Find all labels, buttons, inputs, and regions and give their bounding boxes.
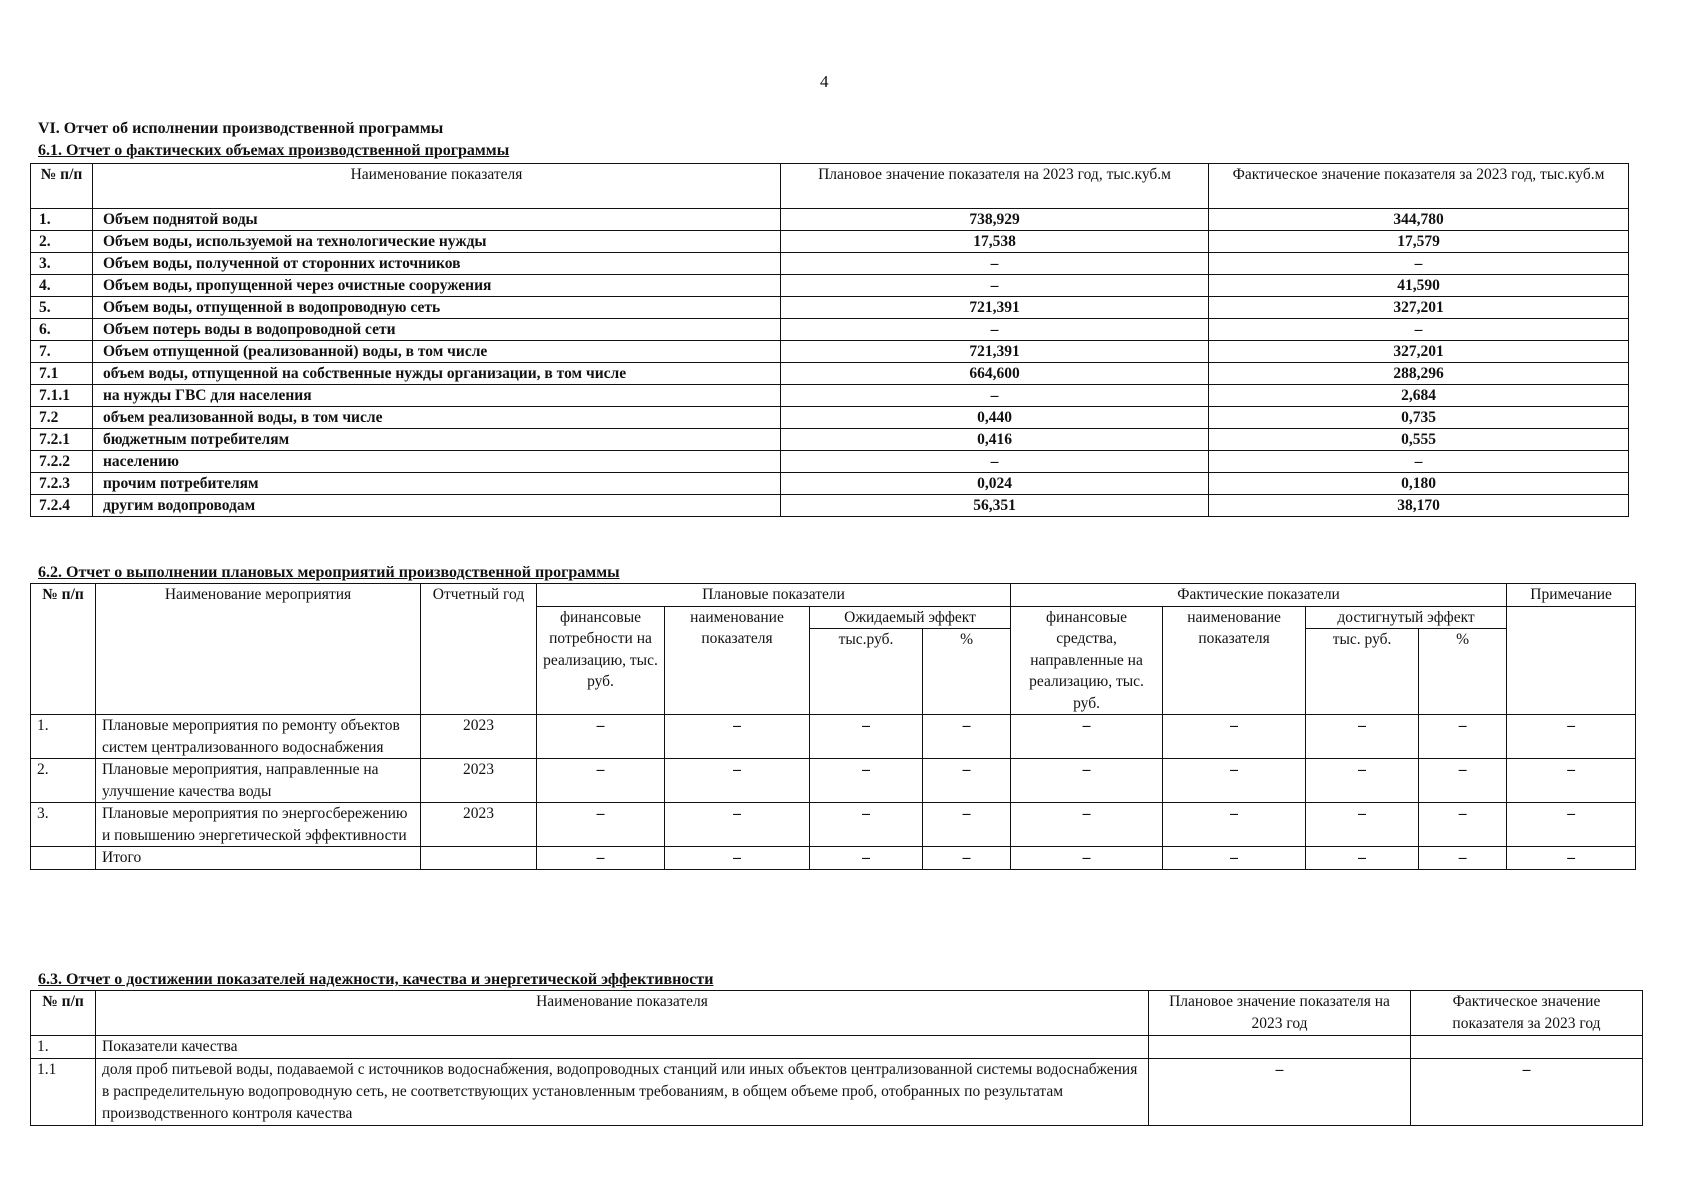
row-num: 4. (31, 275, 93, 297)
table-row (31, 231, 1629, 253)
header-plan: Плановое значение показателя на 2023 год, тыс.куб.м (781, 164, 1209, 209)
total-value: – (537, 847, 665, 870)
row-num: 6. (31, 319, 93, 341)
table-row (31, 1036, 1643, 1059)
header-act-ind: наименование показателя (1163, 606, 1306, 715)
row-value: – (665, 803, 810, 847)
row-name: Объем воды, пропущенной через очистные сооружения (93, 275, 781, 297)
table-6-2-title: 6.2. Отчет о выполнении плановых мероприятий производственной программы (38, 564, 620, 581)
row-value: – (923, 759, 1011, 803)
header-year: Отчетный год (421, 584, 537, 715)
row-name: доля проб питьевой воды, подаваемой с источников водоснабжения, водопроводных станций или иных объектов централизованной системы водоснабжения в распределительную водопроводную сеть, не соответствующих установленным требованиям, в общем объеме проб, отобранных по результатам производственного контроля качества (96, 1059, 1149, 1126)
row-num: 7.2.1 (31, 429, 93, 451)
header-act-eff-rub: тыс. руб. (1306, 629, 1419, 715)
header-name: Наименование показателя (93, 164, 781, 209)
table-row (31, 253, 1629, 275)
row-num: 1.1 (31, 1059, 96, 1126)
row-fact: 0,735 (1209, 407, 1629, 429)
row-value: – (923, 803, 1011, 847)
row-plan: – (781, 319, 1209, 341)
row-plan: 0,440 (781, 407, 1209, 429)
table-header-row (31, 584, 1636, 607)
header-planned: Плановые показатели (537, 584, 1011, 607)
table-row (31, 451, 1629, 473)
row-fact: 38,170 (1209, 495, 1629, 517)
row-name: объем реализованной воды, в том числе (93, 407, 781, 429)
row-plan: 664,600 (781, 363, 1209, 385)
total-year-empty (421, 847, 537, 870)
row-value: – (810, 803, 923, 847)
row-name: Объем воды, используемой на технологические нужды (93, 231, 781, 253)
row-value: – (1306, 715, 1419, 759)
header-act-eff: достигнутый эффект (1306, 606, 1507, 629)
row-value: – (1507, 803, 1636, 847)
row-name: Плановые мероприятия по энергосбережению и повышению энергетической эффективности (96, 803, 421, 847)
total-value: – (923, 847, 1011, 870)
total-label: Итого (96, 847, 421, 870)
row-fact: 327,201 (1209, 297, 1629, 319)
header-num: № п/п (31, 164, 93, 209)
header-name: Наименование мероприятия (96, 584, 421, 715)
table-header-row (31, 164, 1629, 209)
row-num: 7.2.2 (31, 451, 93, 473)
row-name: Плановые мероприятия по ремонту объектов систем централизованного водоснабжения (96, 715, 421, 759)
row-plan: – (781, 451, 1209, 473)
row-fact: 2,684 (1209, 385, 1629, 407)
row-num: 7.2.3 (31, 473, 93, 495)
row-fact: 0,555 (1209, 429, 1629, 451)
row-value: – (537, 715, 665, 759)
row-fact: – (1411, 1059, 1643, 1126)
row-fact: 288,296 (1209, 363, 1629, 385)
row-num: 3. (31, 803, 96, 847)
row-name: Показатели качества (96, 1036, 1149, 1059)
row-num: 3. (31, 253, 93, 275)
row-value: – (1419, 759, 1507, 803)
row-name: бюджетным потребителям (93, 429, 781, 451)
total-num-empty (31, 847, 96, 870)
total-value: – (665, 847, 810, 870)
row-value: – (1507, 759, 1636, 803)
row-name: Объем воды, полученной от сторонних источников (93, 253, 781, 275)
row-fact: 327,201 (1209, 341, 1629, 363)
table-header-row (31, 991, 1643, 1036)
row-value: – (1306, 803, 1419, 847)
row-value: – (665, 715, 810, 759)
table-row (31, 341, 1629, 363)
row-plan: 0,416 (781, 429, 1209, 451)
row-value: – (1011, 803, 1163, 847)
table-row (31, 319, 1629, 341)
row-value: – (665, 759, 810, 803)
row-plan (1149, 1036, 1411, 1059)
row-value: – (923, 715, 1011, 759)
row-fact: 17,579 (1209, 231, 1629, 253)
row-plan: – (1149, 1059, 1411, 1126)
row-num: 2. (31, 759, 96, 803)
row-name: населению (93, 451, 781, 473)
row-num: 7. (31, 341, 93, 363)
row-value: – (1163, 759, 1306, 803)
header-num: № п/п (31, 584, 96, 715)
table-row (31, 297, 1629, 319)
header-plan-eff-pct: % (923, 629, 1011, 715)
table-row (31, 209, 1629, 231)
indicators-table (30, 990, 1643, 1126)
row-fact: – (1209, 253, 1629, 275)
row-value: – (537, 759, 665, 803)
row-plan: 721,391 (781, 341, 1209, 363)
row-plan: – (781, 253, 1209, 275)
header-act-eff-pct: % (1419, 629, 1507, 715)
total-value: – (1306, 847, 1419, 870)
header-actual: Фактические показатели (1011, 584, 1507, 607)
row-num: 7.1 (31, 363, 93, 385)
header-plan-fin: финансовые потребности на реализацию, тыс. руб. (537, 606, 665, 715)
header-fact: Фактическое значение показателя за 2023 год, тыс.куб.м (1209, 164, 1629, 209)
total-value: – (1419, 847, 1507, 870)
row-plan: 721,391 (781, 297, 1209, 319)
row-value: – (810, 715, 923, 759)
table-row (31, 429, 1629, 451)
table-row (31, 715, 1636, 759)
row-name: Плановые мероприятия, направленные на улучшение качества воды (96, 759, 421, 803)
table-row (31, 363, 1629, 385)
row-plan: 56,351 (781, 495, 1209, 517)
table-row (31, 275, 1629, 297)
row-fact: – (1209, 319, 1629, 341)
row-name: другим водопроводам (93, 495, 781, 517)
row-value: – (810, 759, 923, 803)
row-value: – (1306, 759, 1419, 803)
header-name: Наименование показателя (96, 991, 1149, 1036)
total-value: – (1507, 847, 1636, 870)
row-name: Объем отпущенной (реализованной) воды, в том числе (93, 341, 781, 363)
row-name: Объем воды, отпущенной в водопроводную сеть (93, 297, 781, 319)
planned-measures-table (30, 583, 1636, 870)
table-row (31, 385, 1629, 407)
table-row (31, 803, 1636, 847)
table-row (31, 1059, 1643, 1126)
row-name: Объем потерь воды в водопроводной сети (93, 319, 781, 341)
row-value: – (1419, 803, 1507, 847)
table-row (31, 407, 1629, 429)
row-fact: 41,590 (1209, 275, 1629, 297)
row-value: – (1011, 715, 1163, 759)
row-name: Объем поднятой воды (93, 209, 781, 231)
row-num: 7.1.1 (31, 385, 93, 407)
row-num: 7.2.4 (31, 495, 93, 517)
header-note: Примечание (1507, 584, 1636, 607)
header-plan: Плановое значение показателя на 2023 год (1149, 991, 1411, 1036)
row-name: на нужды ГВС для населения (93, 385, 781, 407)
header-note-empty (1507, 606, 1636, 715)
table-6-1-title: 6.1. Отчет о фактических объемах производственной программы (38, 142, 510, 159)
header-plan-eff-rub: тыс.руб. (810, 629, 923, 715)
header-num: № п/п (31, 991, 96, 1036)
row-name: объем воды, отпущенной на собственные нужды организации, в том числе (93, 363, 781, 385)
total-value: – (1163, 847, 1306, 870)
row-year: 2023 (421, 759, 537, 803)
row-num: 1. (31, 1036, 96, 1059)
row-value: – (1163, 715, 1306, 759)
row-plan: 738,929 (781, 209, 1209, 231)
table-6-3-title: 6.3. Отчет о достижении показателей надежности, качества и энергетической эффективности (38, 971, 714, 988)
row-plan: – (781, 275, 1209, 297)
row-value: – (1419, 715, 1507, 759)
table-row (31, 495, 1629, 517)
row-plan: 17,538 (781, 231, 1209, 253)
production-volumes-table (30, 163, 1629, 517)
table-row (31, 759, 1636, 803)
total-value: – (1011, 847, 1163, 870)
row-value: – (1507, 715, 1636, 759)
row-value: – (537, 803, 665, 847)
row-plan: – (781, 385, 1209, 407)
row-value: – (1163, 803, 1306, 847)
row-fact (1411, 1036, 1643, 1059)
row-year: 2023 (421, 803, 537, 847)
row-plan: 0,024 (781, 473, 1209, 495)
total-row (31, 847, 1636, 870)
row-num: 2. (31, 231, 93, 253)
row-fact: 344,780 (1209, 209, 1629, 231)
row-name: прочим потребителям (93, 473, 781, 495)
total-value: – (810, 847, 923, 870)
row-fact: – (1209, 451, 1629, 473)
header-plan-ind: наименование показателя (665, 606, 810, 715)
header-plan-eff: Ожидаемый эффект (810, 606, 1011, 629)
table-row (31, 473, 1629, 495)
page-number: 4 (820, 72, 829, 91)
header-fact: Фактическое значение показателя за 2023 год (1411, 991, 1643, 1036)
row-num: 5. (31, 297, 93, 319)
row-num: 7.2 (31, 407, 93, 429)
header-act-fin: финансовые средства, направленные на реализацию, тыс. руб. (1011, 606, 1163, 715)
row-num: 1. (31, 715, 96, 759)
section-title: VI. Отчет об исполнении производственной программы (38, 120, 444, 137)
row-fact: 0,180 (1209, 473, 1629, 495)
row-value: – (1011, 759, 1163, 803)
row-num: 1. (31, 209, 93, 231)
row-year: 2023 (421, 715, 537, 759)
